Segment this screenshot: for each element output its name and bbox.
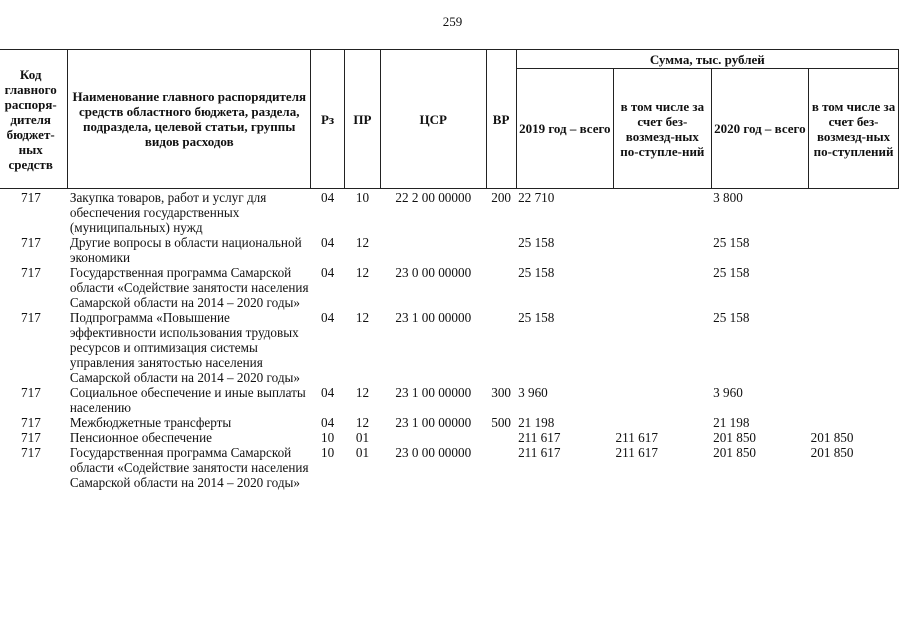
- cell-vr: 500: [491, 415, 511, 430]
- cell-2020-total: 25 158: [713, 265, 750, 280]
- header-2019-total: 2019 год – всего: [516, 69, 613, 189]
- cell-csr: 23 0 00 00000: [395, 265, 472, 280]
- cell-rz: 04: [320, 265, 335, 280]
- cell-2020-total: 201 850: [713, 445, 757, 460]
- cell-name: Другие вопросы в области национальной экономики: [69, 235, 302, 265]
- cell-code: 717: [21, 385, 41, 400]
- cell-rz: 04: [320, 190, 335, 205]
- cell-2020-free: [809, 189, 899, 236]
- budget-table: [0, 49, 899, 490]
- cell-2019-total: 25 158: [518, 265, 555, 280]
- table-row: [0, 189, 899, 236]
- cell-name: Государственная программа Самарской области «Содействие занятости населения Самарской области на 2014 – 2020 годы»: [69, 265, 309, 310]
- cell-csr: [380, 430, 486, 445]
- cell-2019-free: [614, 235, 712, 265]
- cell-code: 717: [21, 445, 41, 460]
- cell-csr: 23 1 00 00000: [395, 385, 472, 400]
- cell-csr: 23 0 00 00000: [395, 445, 472, 460]
- table-row: [0, 265, 899, 310]
- cell-2019-free: [614, 189, 712, 236]
- table-row: [0, 445, 899, 490]
- cell-2019-free: [614, 265, 712, 310]
- table-row: [0, 235, 899, 265]
- cell-pr: 01: [355, 445, 370, 460]
- cell-2020-total: 25 158: [713, 235, 750, 250]
- cell-pr: 12: [355, 415, 370, 430]
- cell-pr: 12: [355, 235, 370, 250]
- header-2020-total: 2020 год – всего: [711, 69, 808, 189]
- cell-2019-total: 21 198: [518, 415, 555, 430]
- cell-2020-free: [809, 265, 899, 310]
- cell-code: 717: [21, 310, 41, 325]
- cell-2020-total: 25 158: [713, 310, 750, 325]
- cell-pr: 12: [355, 385, 370, 400]
- cell-csr: 23 1 00 00000: [395, 310, 472, 325]
- cell-2020-free: 201 850: [810, 445, 854, 460]
- cell-csr: 23 1 00 00000: [395, 415, 472, 430]
- cell-csr: [380, 235, 486, 265]
- cell-2020-free: [809, 385, 899, 415]
- cell-name: Пенсионное обеспечение: [69, 430, 213, 445]
- cell-pr: 01: [355, 430, 370, 445]
- header-csr: ЦСР: [380, 50, 486, 189]
- cell-2019-free: 211 617: [615, 430, 658, 445]
- table-header: [0, 50, 899, 189]
- cell-2020-free: [809, 310, 899, 385]
- cell-code: 717: [21, 235, 41, 250]
- cell-2020-total: 201 850: [713, 430, 757, 445]
- cell-2020-total: 3 800: [713, 190, 743, 205]
- cell-name: Закупка товаров, работ и услуг для обеспечения государственных (муниципальных) нужд: [69, 190, 267, 235]
- cell-pr: 12: [355, 310, 370, 325]
- cell-pr: 12: [355, 265, 370, 280]
- cell-2020-free: 201 850: [810, 430, 854, 445]
- header-rz: Рз: [311, 50, 345, 189]
- cell-code: 717: [21, 430, 41, 445]
- cell-name: Социальное обеспечение и иные выплаты населению: [69, 385, 306, 415]
- cell-rz: 10: [320, 430, 335, 445]
- cell-rz: 04: [320, 310, 335, 325]
- cell-2019-total: 211 617: [518, 445, 561, 460]
- cell-name: Подпрограмма «Повышение эффективности использования трудовых ресурсов и оптимизация системы управления занятостью населения Самарской области на 2014 – 2020 годы»: [69, 310, 301, 385]
- cell-vr: [486, 430, 516, 445]
- cell-vr: 300: [491, 385, 511, 400]
- table-row: [0, 385, 899, 415]
- cell-code: 717: [21, 265, 41, 280]
- header-pr: ПР: [345, 50, 381, 189]
- cell-vr: 200: [491, 190, 511, 205]
- cell-2020-total: 3 960: [713, 385, 743, 400]
- header-vr: ВР: [486, 50, 516, 189]
- cell-2019-total: 25 158: [518, 310, 555, 325]
- cell-2020-free: [809, 415, 899, 430]
- cell-pr: 10: [355, 190, 370, 205]
- cell-2019-total: 3 960: [518, 385, 548, 400]
- header-2019-free: в том числе за счет без-возмезд-ных по-ступле-ний: [614, 69, 712, 189]
- cell-2019-free: [614, 385, 712, 415]
- header-2020-free: в том числе за счет без-возмезд-ных по-ступлений: [809, 69, 899, 189]
- table-row: [0, 430, 899, 445]
- cell-code: 717: [21, 415, 41, 430]
- cell-rz: 04: [320, 235, 335, 250]
- header-code: Код главного распоря-дителя бюджет-ных средств: [0, 50, 68, 189]
- cell-name: Межбюджетные трансферты: [69, 415, 232, 430]
- cell-csr: 22 2 00 00000: [395, 190, 472, 205]
- cell-vr: [486, 445, 516, 490]
- header-name: Наименование главного распорядителя средств областного бюджета, раздела, подраздела, целевой статьи, группы видов расходов: [68, 50, 311, 189]
- cell-code: 717: [21, 190, 41, 205]
- cell-2019-free: [614, 310, 712, 385]
- cell-2020-free: [809, 235, 899, 265]
- cell-vr: [486, 265, 516, 310]
- table-body: [0, 189, 899, 491]
- header-sum: Сумма, тыс. рублей: [516, 50, 898, 69]
- cell-rz: 04: [320, 415, 335, 430]
- cell-vr: [486, 310, 516, 385]
- page-number: 259: [442, 14, 463, 29]
- cell-2019-total: 211 617: [518, 430, 561, 445]
- cell-2019-total: 25 158: [518, 235, 555, 250]
- cell-name: Государственная программа Самарской области «Содействие занятости населения Самарской области на 2014 – 2020 годы»: [69, 445, 309, 490]
- cell-rz: 10: [320, 445, 335, 460]
- table-row: [0, 310, 899, 385]
- cell-2019-free: [614, 415, 712, 430]
- cell-2019-total: 22 710: [518, 190, 555, 205]
- table-row: [0, 415, 899, 430]
- cell-rz: 04: [320, 385, 335, 400]
- cell-2019-free: 211 617: [615, 445, 658, 460]
- cell-2020-total: 21 198: [713, 415, 750, 430]
- cell-vr: [486, 235, 516, 265]
